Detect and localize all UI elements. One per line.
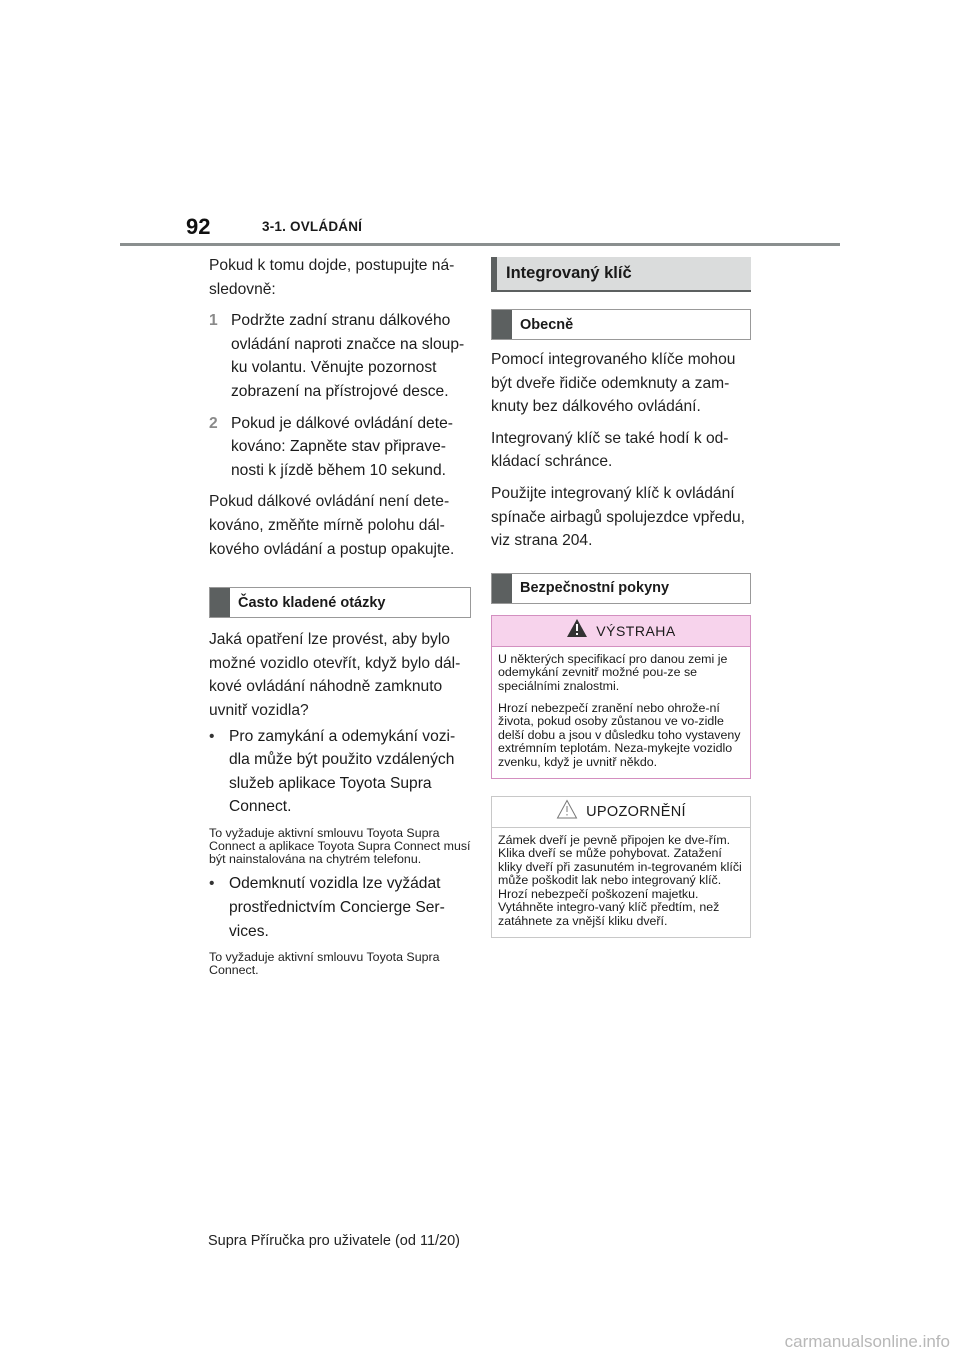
header-rule xyxy=(120,243,840,246)
after-steps-paragraph: Pokud dálkové ovládání není dete-kováno, změňte mírně polohu dál-kového ovládání a postup opakujte. xyxy=(209,493,455,558)
bullet-dot: • xyxy=(209,875,215,893)
heading-bar xyxy=(492,310,512,339)
heading-bar xyxy=(491,257,497,290)
general-paragraph: Použijte integrovaný klíč k ovládání spínače airbagů spolujezdce vpředu, viz strana 204. xyxy=(491,484,745,550)
notice-body xyxy=(492,828,750,937)
intro-paragraph: Pokud k tomu dojde, postupujte ná-sledovně: xyxy=(209,257,455,298)
warning-paragraph: Hrozí nebezpečí zranění nebo ohrože-ní života, pokud osoby zůstanou ve vo-zidle delší dobu a jsou v důsledku toho vystaveny extrémním teplotám. Neza-mykejte vozidlo zvenku, když je uvnitř někdo. xyxy=(498,700,741,769)
notice-box xyxy=(491,796,751,938)
general-paragraph: Integrovaný klíč se také hodí k od-kládací schránce. xyxy=(491,429,729,471)
step-1 xyxy=(209,309,471,403)
bullet-note: To vyžaduje aktivní smlouvu Toyota Supra Connect. xyxy=(209,950,440,978)
faq-question: Jaká opatření lze provést, aby bylo možné vozidlo otevřít, když bylo dál-kové ovládání náhodně zamknuto uvnitř vozidla? xyxy=(209,631,461,719)
warning-box xyxy=(491,615,751,779)
warning-title: VÝSTRAHA xyxy=(596,622,676,639)
warning-header xyxy=(492,616,750,647)
notice-header xyxy=(492,797,750,828)
notice-paragraph: Zámek dveří je pevně připojen ke dve-řím. Klika dveří se může pohybovat. Zatažení kliky dveří při zasunutém in-tegrovaném klíči může poškodit lak nebo integrovaný klíč. Hrozí nebezpečí poškození majetku. Vytáhněte integro-vaný klíč předtím, než zatáhnete za vnější kliku dveří. xyxy=(498,832,742,929)
safety-heading xyxy=(491,573,751,604)
warning-paragraph: U některých specifikací pro danou zemi je odemykání zevnitř možné pou-ze se speciálními znalostmi. xyxy=(498,651,728,693)
safety-heading-label: Bezpečnostní pokyny xyxy=(520,580,670,597)
step-number: 2 xyxy=(209,414,218,432)
general-heading xyxy=(491,309,751,340)
step-2 xyxy=(209,412,471,483)
step-text: Pokud je dálkové ovládání dete-kováno: Zapněte stav připrave-nosti k jízdě během 10 sekund. xyxy=(231,414,453,479)
section-title: 3-1. OVLÁDÁNÍ xyxy=(262,219,363,234)
warning-body xyxy=(492,647,750,778)
page-footer: Supra Příručka pro uživatele (od 11/20) xyxy=(208,1233,461,1249)
integrated-key-heading xyxy=(491,257,751,292)
warning-triangle-icon xyxy=(566,618,588,643)
general-heading-label: Obecně xyxy=(520,316,574,333)
heading-bar xyxy=(210,588,230,617)
bullet-item xyxy=(209,725,471,819)
watermark: carmanualsonline.info xyxy=(784,1332,950,1351)
heading-bar xyxy=(492,574,512,603)
faq-heading xyxy=(209,587,471,618)
faq-heading-label: Často kladené otázky xyxy=(238,594,386,611)
step-number: 1 xyxy=(209,312,218,330)
page-number: 92 xyxy=(186,214,211,239)
bullet-note: To vyžaduje aktivní smlouvu Toyota Supra Connect a aplikace Toyota Supra Connect musí být nainstalována na chytrém telefonu. xyxy=(209,825,471,867)
notice-title: UPOZORNĚNÍ xyxy=(586,803,686,820)
right-column xyxy=(491,257,751,938)
bullet-text: Odemknutí vozidla lze vyžádat prostřednictvím Concierge Ser-vices. xyxy=(229,875,445,940)
bullet-dot: • xyxy=(209,727,215,745)
step-text: Podržte zadní stranu dálkového ovládání naproti značce na sloup-ku volantu. Věnujte pozornost zobrazení na přístrojové desce. xyxy=(231,312,465,400)
bullet-item xyxy=(209,872,471,943)
integrated-key-heading-label: Integrovaný klíč xyxy=(506,264,632,282)
left-column xyxy=(209,254,471,984)
bullet-text: Pro zamykání a odemykání vozi-dla může být použito vzdálených služeb aplikace Toyota Supra Connect. xyxy=(229,727,456,816)
caution-triangle-icon xyxy=(556,799,578,824)
general-paragraph: Pomocí integrovaného klíče mohou být dveře řidiče odemknuty a zam-knuty bez dálkového ovládání. xyxy=(491,351,736,416)
